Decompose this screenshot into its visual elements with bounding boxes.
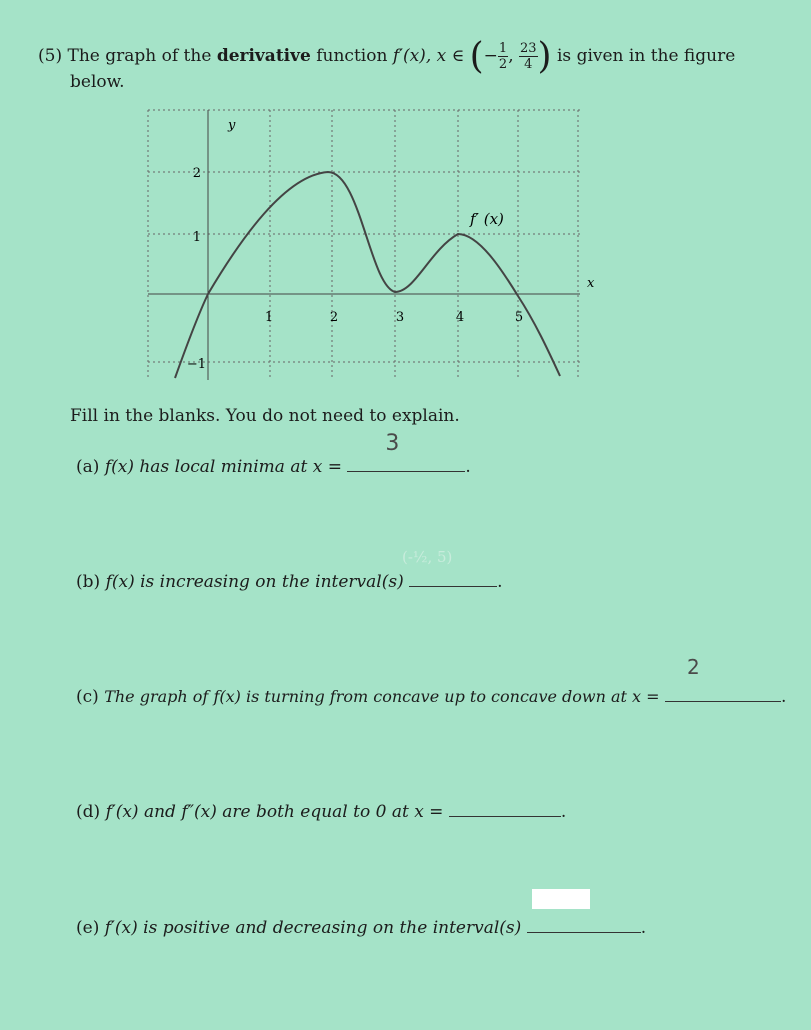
curve-label: f′ (x) — [470, 210, 504, 228]
part-d-text: f′(x) and f″(x) are both equal to 0 at x = — [105, 802, 444, 822]
x-tick-3: 3 — [395, 310, 405, 325]
part-d-blank[interactable] — [449, 800, 561, 817]
derivative-graph — [140, 100, 600, 390]
part-b: (b) f(x) is increasing on the interval(s) . — [76, 572, 503, 592]
interval-upper-fraction: $\frac{23}{4}$ — [520, 41, 537, 72]
part-c: (c) The graph of f(x) is turning from concave up to concave down at x = 2 . — [76, 655, 787, 707]
x-tick-4: 4 — [455, 310, 465, 325]
part-a-blank[interactable] — [347, 431, 465, 472]
x-tick-5: 5 — [514, 310, 524, 325]
part-c-label: (c) — [76, 687, 99, 707]
part-c-blank[interactable] — [665, 655, 781, 702]
instructions: Fill in the blanks. You do not need to explain. — [70, 406, 460, 426]
part-a-label: (a) — [76, 457, 100, 477]
intro-bold-word: derivative — [216, 46, 311, 66]
part-b-text: f(x) is increasing on the interval(s) — [105, 572, 404, 592]
white-patch — [532, 889, 590, 909]
grid-lines — [148, 110, 580, 380]
y-tick-neg1: −1 — [186, 357, 206, 372]
part-e-text: f′(x) is positive and decreasing on the interval(s) — [104, 918, 522, 938]
x-axis-label: x — [587, 276, 595, 291]
y-tick-2: 2 — [192, 166, 201, 181]
question-number: (5) — [38, 46, 63, 66]
part-d-label: (d) — [76, 802, 101, 822]
part-e-label: (e) — [76, 918, 100, 938]
part-b-blank[interactable] — [409, 570, 497, 587]
interval-lower-fraction: $\frac{1}{2}$ — [498, 41, 508, 72]
part-c-text: The graph of f(x) is turning from concave up to concave down at x = — [104, 687, 660, 706]
intro-text-b: function — [316, 46, 388, 66]
part-b-faint-mark: (-½, 5) — [402, 548, 453, 566]
part-c-answer: 2 — [686, 655, 700, 679]
x-tick-1: 1 — [264, 310, 274, 325]
question-header: (5) The graph of the derivative function f′(x), x ∈ (− $\frac{1}{2}$ , $\frac{23}{4}$ ) is given in the figure — [38, 36, 736, 77]
y-axis-label: y — [228, 118, 236, 133]
part-a: (a) f(x) has local minima at x = 3 . — [76, 431, 471, 477]
part-b-label: (b) — [76, 572, 101, 592]
intro-text-a: The graph of the — [67, 46, 212, 66]
intro-text-d: below. — [70, 72, 125, 92]
part-e: (e) f′(x) is positive and decreasing on the interval(s) . — [76, 918, 647, 938]
derivative-curve — [175, 172, 560, 378]
function-notation: f′(x), x ∈ — [392, 46, 465, 66]
part-a-answer: 3 — [385, 431, 400, 456]
part-a-text: f(x) has local minima at x = — [104, 457, 342, 477]
part-d: (d) f′(x) and f″(x) are both equal to 0 at x = . — [76, 802, 567, 822]
y-tick-1: 1 — [192, 230, 201, 245]
part-e-blank[interactable] — [527, 916, 641, 933]
interval-sign: − — [483, 46, 498, 66]
intro-text-c: is given in the figure — [557, 46, 736, 66]
x-tick-2: 2 — [329, 310, 339, 325]
